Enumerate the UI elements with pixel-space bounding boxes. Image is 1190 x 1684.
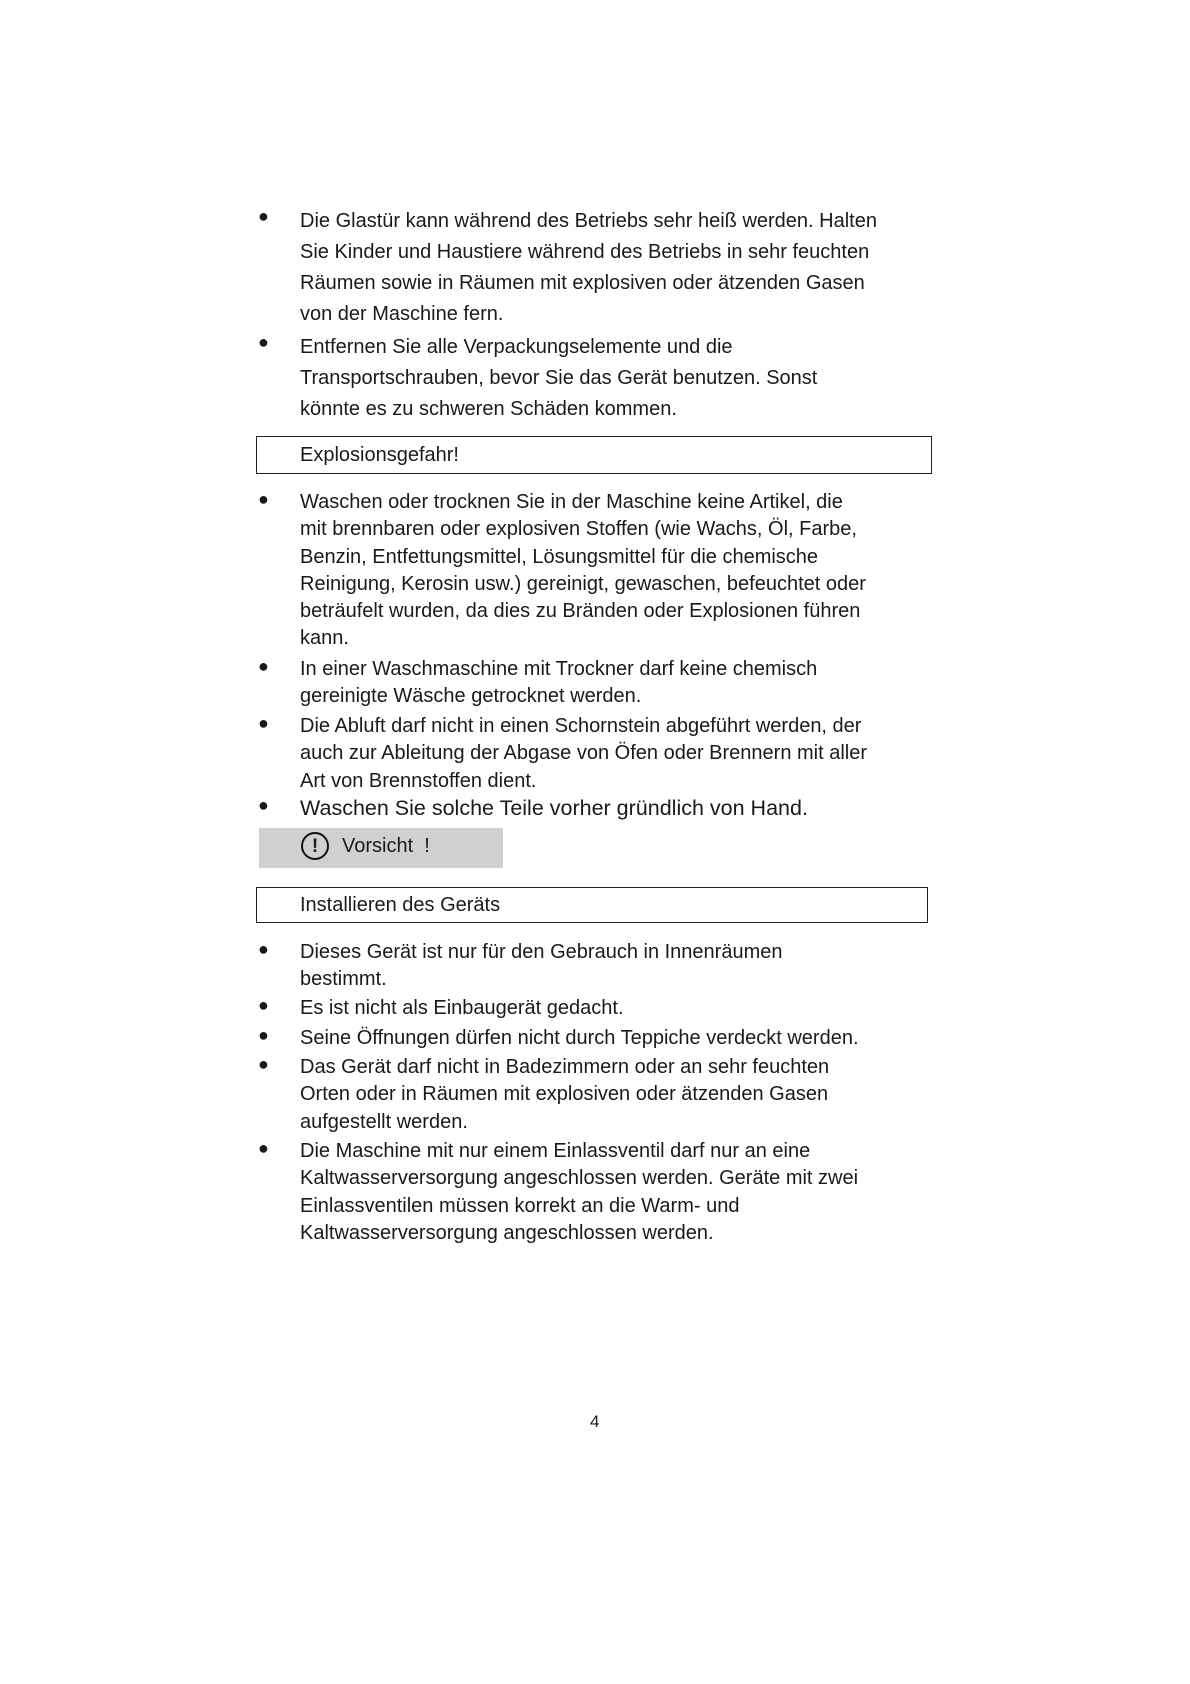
list-item bbox=[258, 795, 808, 822]
list-item-line: aufgestellt werden. bbox=[300, 1110, 468, 1133]
list-item-line: auch zur Ableitung der Abgase von Öfen oder Brennern mit aller bbox=[300, 742, 868, 765]
section-heading-box bbox=[256, 887, 928, 923]
list-item-line: Die Maschine mit nur einem Einlassventil darf nur an eine bbox=[300, 1140, 811, 1162]
list-item-line: Kaltwasserversorgung angeschlossen werden. bbox=[300, 1221, 714, 1244]
list-item-line: Die Glastür kann während des Betriebs sehr heiß werden. Halten bbox=[300, 210, 877, 232]
caution-banner bbox=[259, 828, 503, 868]
bullet-icon: ● bbox=[258, 713, 269, 733]
list-item-line: Dieses Gerät ist nur für den Gebrauch in Innenräumen bbox=[300, 941, 783, 963]
list-item-line: beträufelt wurden, da dies zu Bränden oder Explosionen führen bbox=[300, 600, 861, 623]
list-item-line: Waschen Sie solche Teile vorher gründlich von Hand. bbox=[300, 796, 808, 820]
list-item-line: Kaltwasserversorgung angeschlossen werden. Geräte mit zwei bbox=[300, 1167, 859, 1190]
list-item-line: bestimmt. bbox=[300, 968, 387, 991]
section-heading-install: Installieren des Geräts bbox=[300, 894, 501, 916]
list-item-line: Benzin, Entfettungsmittel, Lösungsmittel für die chemische bbox=[300, 545, 819, 568]
list-item-line: mit brennbaren oder explosiven Stoffen (wie Wachs, Öl, Farbe, bbox=[300, 518, 857, 541]
list-item-line: Entfernen Sie alle Verpackungselemente und die bbox=[300, 336, 733, 358]
list-item bbox=[258, 1054, 830, 1136]
list-item-line: gereinigte Wäsche getrocknet werden. bbox=[300, 685, 642, 708]
bullet-icon: ● bbox=[258, 795, 269, 815]
bullet-icon: ● bbox=[258, 1054, 269, 1074]
list-item-line: Räumen sowie in Räumen mit explosiven oder ätzenden Gasen bbox=[300, 272, 865, 294]
list-item-line: Orten oder in Räumen mit explosiven oder ätzenden Gasen bbox=[300, 1083, 829, 1106]
list-item bbox=[258, 995, 624, 1022]
list-item-line: Das Gerät darf nicht in Badezimmern oder an sehr feuchten bbox=[300, 1056, 830, 1078]
list-item-line: könnte es zu schweren Schäden kommen. bbox=[300, 398, 677, 420]
list-item bbox=[258, 332, 818, 425]
list-item-line: Art von Brennstoffen dient. bbox=[300, 769, 537, 792]
list-item-line: Seine Öffnungen dürfen nicht durch Teppiche verdeckt werden. bbox=[300, 1027, 859, 1049]
list-item-line: In einer Waschmaschine mit Trockner darf keine chemisch bbox=[300, 658, 818, 680]
list-item-line: Sie Kinder und Haustiere während des Betriebs in sehr feuchten bbox=[300, 241, 870, 263]
list-item bbox=[258, 206, 877, 330]
list-item-line: Waschen oder trocknen Sie in der Maschine keine Artikel, die bbox=[300, 491, 843, 513]
list-item-line: Transportschrauben, bevor Sie das Gerät benutzen. Sonst bbox=[300, 367, 818, 389]
list-item-line: Einlassventilen müssen korrekt an die Warm- und bbox=[300, 1194, 740, 1217]
list-item bbox=[258, 656, 818, 711]
list-item bbox=[258, 1138, 859, 1247]
caution-mark: ! bbox=[424, 835, 430, 857]
bullet-icon: ● bbox=[258, 206, 269, 226]
list-item bbox=[258, 939, 783, 994]
bullet-icon: ● bbox=[258, 939, 269, 959]
list-item bbox=[258, 489, 866, 653]
caution-label: Vorsicht bbox=[342, 835, 414, 857]
bullet-icon: ● bbox=[258, 489, 269, 509]
bullet-icon: ● bbox=[258, 1025, 269, 1045]
section-heading-box bbox=[256, 436, 932, 474]
list-item bbox=[258, 1025, 859, 1052]
bullet-icon: ● bbox=[258, 995, 269, 1015]
section-heading-explosion: Explosionsgefahr! bbox=[300, 444, 459, 466]
list-item bbox=[258, 713, 868, 795]
list-item-line: Es ist nicht als Einbaugerät gedacht. bbox=[300, 997, 624, 1019]
list-item-line: kann. bbox=[300, 627, 349, 650]
bullet-icon: ● bbox=[258, 1138, 269, 1158]
page-number: 4 bbox=[590, 1412, 600, 1431]
bullet-icon: ● bbox=[258, 332, 269, 352]
list-item-line: Reinigung, Kerosin usw.) gereinigt, gewaschen, befeuchtet oder bbox=[300, 572, 866, 595]
exclamation-circle-icon: ! bbox=[301, 832, 329, 860]
bullet-icon: ● bbox=[258, 656, 269, 676]
list-item-line: Die Abluft darf nicht in einen Schornstein abgeführt werden, der bbox=[300, 715, 862, 737]
list-item-line: von der Maschine fern. bbox=[300, 303, 504, 325]
